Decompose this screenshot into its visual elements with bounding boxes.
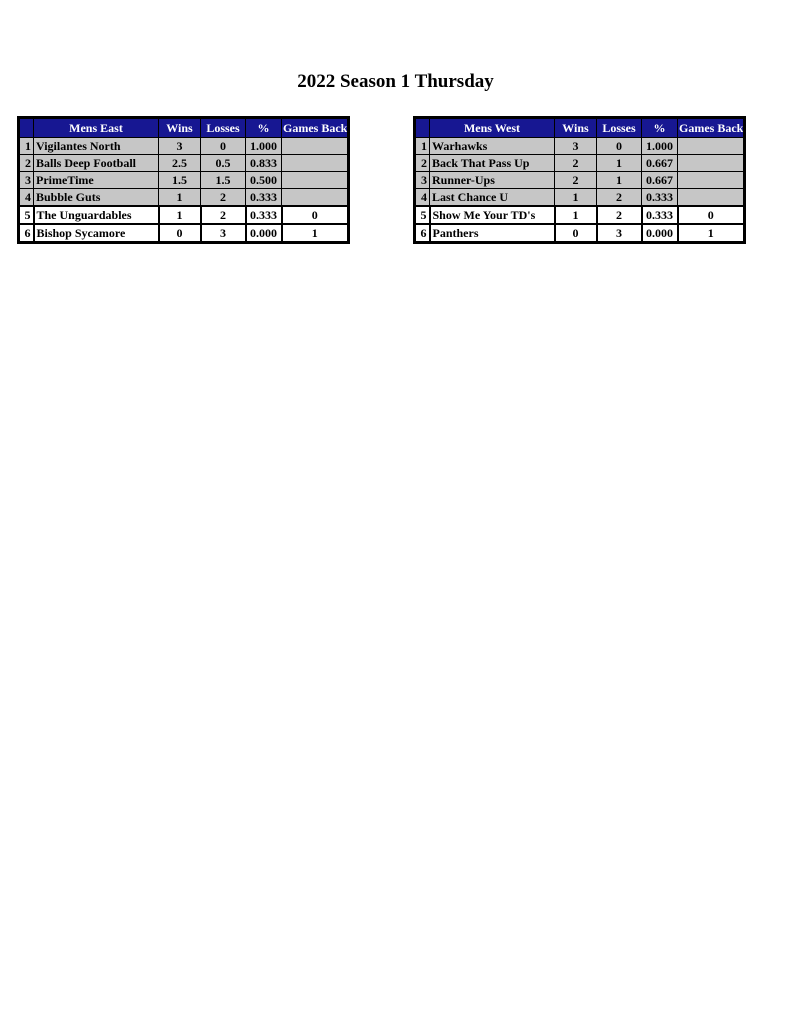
wins-header: Wins	[159, 118, 201, 138]
games-back-cell	[678, 189, 745, 207]
standings-header-row	[19, 118, 349, 138]
pct-cell: 0.833	[246, 155, 282, 172]
pct-cell: 0.333	[642, 206, 678, 224]
standings-row	[415, 206, 745, 224]
division-name-header: Mens East	[34, 118, 159, 138]
pct-cell: 0.333	[642, 189, 678, 207]
rank-cell: 2	[415, 155, 430, 172]
losses-cell: 1	[597, 155, 642, 172]
games-back-cell: 0	[282, 206, 349, 224]
standings-row	[19, 155, 349, 172]
losses-header: Losses	[597, 118, 642, 138]
games-back-header: Games Back	[282, 118, 349, 138]
standings-row	[19, 138, 349, 155]
rank-header	[19, 118, 34, 138]
games-back-cell	[282, 155, 349, 172]
losses-cell: 1	[597, 172, 642, 189]
wins-cell: 3	[159, 138, 201, 155]
losses-cell: 3	[201, 224, 246, 243]
wins-cell: 3	[555, 138, 597, 155]
wins-cell: 2	[555, 155, 597, 172]
games-back-cell	[678, 138, 745, 155]
games-back-cell	[282, 172, 349, 189]
team-name-cell: Bubble Guts	[34, 189, 159, 207]
losses-cell: 3	[597, 224, 642, 243]
games-back-cell	[678, 172, 745, 189]
losses-cell: 0.5	[201, 155, 246, 172]
team-name-cell: PrimeTime	[34, 172, 159, 189]
standings-header-row	[415, 118, 745, 138]
wins-cell: 1	[555, 189, 597, 207]
rank-cell: 5	[19, 206, 34, 224]
games-back-header: Games Back	[678, 118, 745, 138]
team-name-cell: Bishop Sycamore	[34, 224, 159, 243]
standings-row	[415, 155, 745, 172]
losses-cell: 1.5	[201, 172, 246, 189]
team-name-cell: Balls Deep Football	[34, 155, 159, 172]
rank-cell: 1	[19, 138, 34, 155]
team-name-cell: Last Chance U	[430, 189, 555, 207]
standings-row	[19, 206, 349, 224]
pct-cell: 0.667	[642, 155, 678, 172]
standings-row	[19, 224, 349, 243]
losses-cell: 2	[201, 206, 246, 224]
team-name-cell: Warhawks	[430, 138, 555, 155]
losses-cell: 2	[597, 206, 642, 224]
games-back-cell	[282, 189, 349, 207]
games-back-cell: 1	[282, 224, 349, 243]
wins-cell: 2.5	[159, 155, 201, 172]
standings-table-mens-east	[17, 116, 350, 244]
team-name-cell: Panthers	[430, 224, 555, 243]
standings-tables-row	[0, 116, 791, 256]
rank-cell: 4	[19, 189, 34, 207]
wins-header: Wins	[555, 118, 597, 138]
wins-cell: 0	[159, 224, 201, 243]
standings-row	[415, 224, 745, 243]
losses-header: Losses	[201, 118, 246, 138]
rank-cell: 5	[415, 206, 430, 224]
pct-cell: 0.000	[642, 224, 678, 243]
team-name-cell: The Unguardables	[34, 206, 159, 224]
wins-cell: 2	[555, 172, 597, 189]
team-name-cell: Runner-Ups	[430, 172, 555, 189]
rank-cell: 3	[19, 172, 34, 189]
wins-cell: 1.5	[159, 172, 201, 189]
rank-cell: 1	[415, 138, 430, 155]
team-name-cell: Back That Pass Up	[430, 155, 555, 172]
rank-cell: 6	[415, 224, 430, 243]
games-back-cell: 0	[678, 206, 745, 224]
pct-cell: 0.333	[246, 206, 282, 224]
pct-cell: 1.000	[642, 138, 678, 155]
standings-row	[19, 172, 349, 189]
losses-cell: 0	[597, 138, 642, 155]
wins-cell: 1	[159, 206, 201, 224]
standings-row	[415, 138, 745, 155]
losses-cell: 2	[201, 189, 246, 207]
pct-cell: 0.500	[246, 172, 282, 189]
page-title: 2022 Season 1 Thursday	[297, 71, 494, 92]
rank-header	[415, 118, 430, 138]
losses-cell: 2	[597, 189, 642, 207]
standings-row	[415, 189, 745, 207]
games-back-cell	[678, 155, 745, 172]
division-name-header: Mens West	[430, 118, 555, 138]
pct-cell: 1.000	[246, 138, 282, 155]
standings-table-mens-west	[413, 116, 746, 244]
pct-header: %	[246, 118, 282, 138]
wins-cell: 1	[159, 189, 201, 207]
rank-cell: 3	[415, 172, 430, 189]
mens-west-table-container	[413, 116, 746, 244]
games-back-cell	[282, 138, 349, 155]
team-name-cell: Show Me Your TD's	[430, 206, 555, 224]
pct-cell: 0.667	[642, 172, 678, 189]
rank-cell: 2	[19, 155, 34, 172]
losses-cell: 0	[201, 138, 246, 155]
rank-cell: 4	[415, 189, 430, 207]
standings-row	[415, 172, 745, 189]
pct-cell: 0.333	[246, 189, 282, 207]
games-back-cell: 1	[678, 224, 745, 243]
team-name-cell: Vigilantes North	[34, 138, 159, 155]
pct-cell: 0.000	[246, 224, 282, 243]
wins-cell: 0	[555, 224, 597, 243]
mens-east-table-container	[17, 116, 350, 244]
pct-header: %	[642, 118, 678, 138]
wins-cell: 1	[555, 206, 597, 224]
standings-row	[19, 189, 349, 207]
rank-cell: 6	[19, 224, 34, 243]
